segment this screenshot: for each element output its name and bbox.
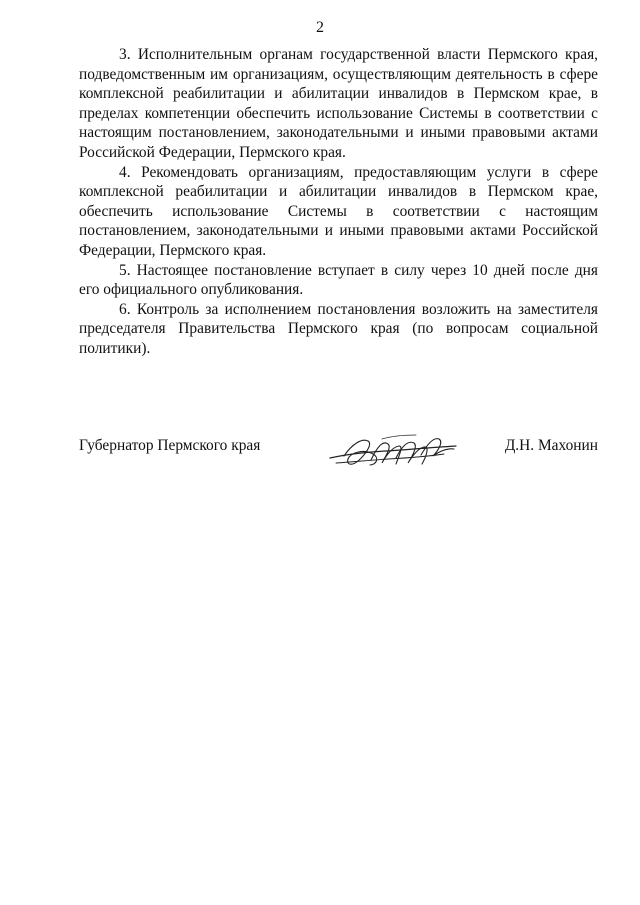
signer-position: Губернатор Пермского края — [79, 437, 261, 454]
signer-name: Д.Н. Махонин — [504, 437, 598, 454]
paragraph-item-3: 3. Исполнительным органам государственной власти Пермского края, подведомственным им организациям, осуществляющим деятельность в сфере комплексной реабилитации и абилитации инвалидов в Пермском крае, в пределах компетенции обеспечить использование Системы в соответствии с настоящим постановлением, законодательными и иными правовыми актами Российской Федерации, Пермского края. — [79, 46, 598, 161]
page-number: 2 — [316, 19, 324, 36]
paragraph-item-5: 5. Настоящее постановление вступает в силу через 10 дней после дня его официального опубликования. — [79, 261, 598, 299]
document-body — [79, 45, 598, 359]
handwritten-signature — [324, 430, 464, 472]
paragraph-item-6: 6. Контроль за исполнением постановления возложить на заместителя председателя Правительства Пермского края (по вопросам социальной политики). — [79, 300, 598, 357]
signature-block — [79, 430, 598, 470]
paragraph-item-4: 4. Рекомендовать организациям, предоставляющим услуги в сфере комплексной реабилитации и абилитации инвалидов в Пермском крае, обеспечить использование Системы в соответствии с настоящим постановлением, законодательными и иными правовыми актами Российской Федерации, Пермского края. — [79, 163, 598, 259]
